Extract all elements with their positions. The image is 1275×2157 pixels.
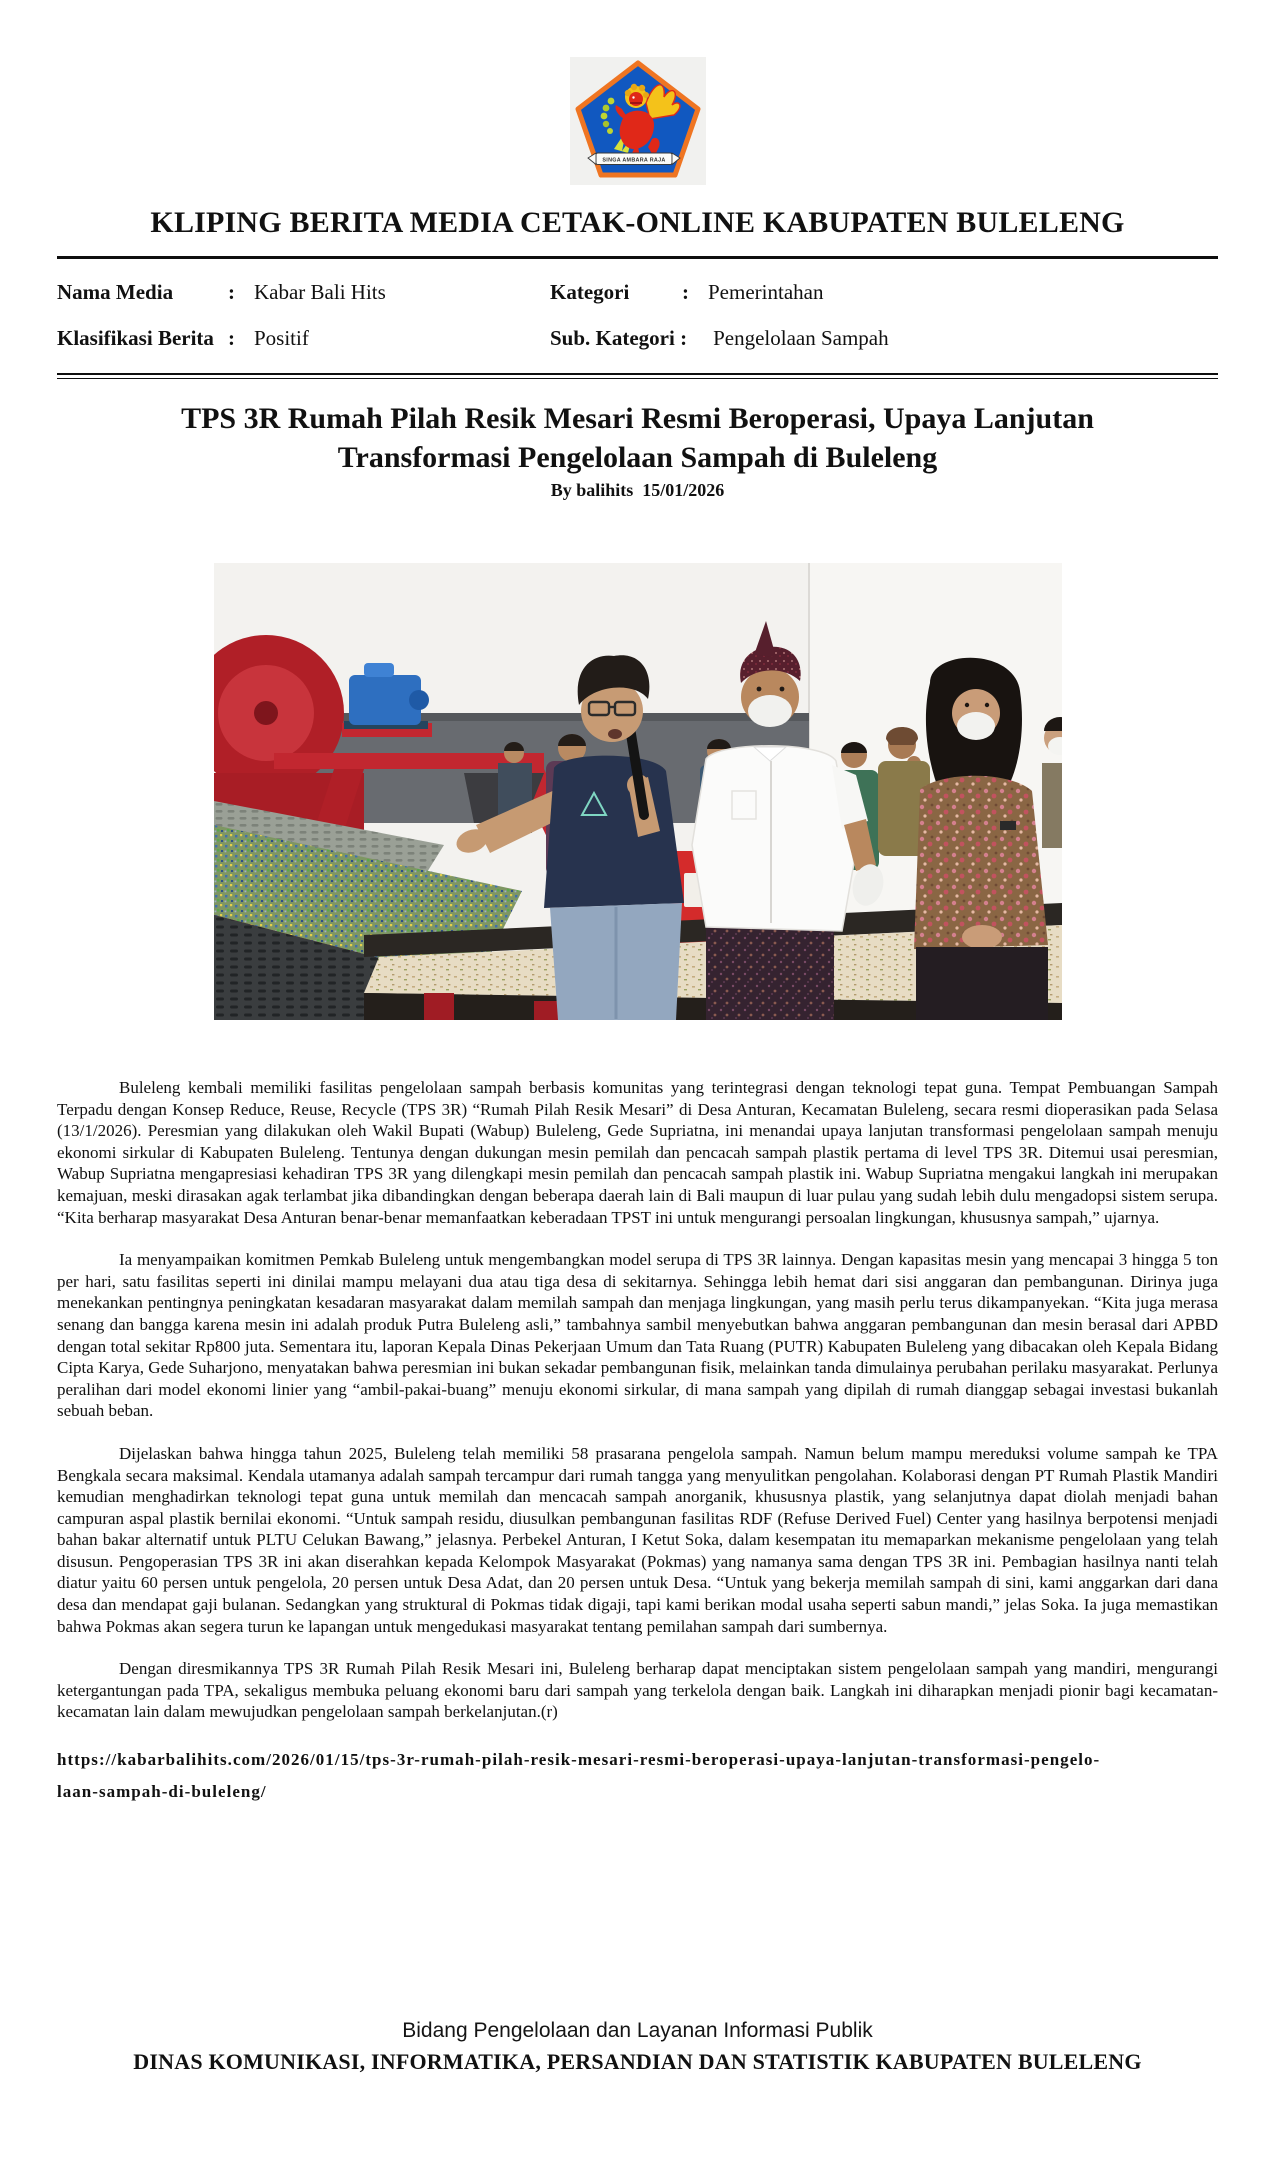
article-title-line1: TPS 3R Rumah Pilah Resik Mesari Resmi Beroperasi, Upaya Lanjutan <box>181 402 1094 435</box>
meta-label: Kategori <box>550 279 630 304</box>
source-url-line1: https://kabarbalihits.com/2026/01/15/tps-3r-rumah-pilah-resik-mesari-resmi-beroperasi-upaya-lanjutan-transformasi-pengelo- <box>57 1750 1101 1770</box>
article-paragraph-3: Dijelaskan bahwa hingga tahun 2025, Buleleng telah memiliki 58 prasarana pengelola sampah. Namun belum mampu mereduksi volume sampah ke TPA Bengkala secara maksimal. Kendala utamanya adalah sampah tercampur dari rumah tangga yang menyulitkan pengolahan. Kolaborasi dengan PT Rumah Plastik Mandiri kemudian menghadirkan teknologi tepat guna untuk memilah dan mencacah sampah anorganik, khususnya plastik, yang selanjutnya dapat diolah menjadi bahan campuran aspal plastik bernilai ekonomi. “Untuk sampah residu, diusulkan pembangunan fasilitas RDF (Refuse Derived Fuel) Center yang hasilnya berpotensi menjadi bahan bakar alternatif untuk PLTU Celukan Bawang,” jelasnya. Perbekel Anturan, I Ketut Soka, dalam kesempatan itu memaparkan mekanisme pengelolaan yang telah disusun. Pengoperasian TPS 3R ini akan diserahkan kepada Kelompok Masyarakat (Pokmas) yang namanya sama dengan TPS 3R ini. Pembagian hasilnya nanti telah diatur yaitu 60 persen untuk pengelola, 20 persen untuk Desa Adat, dan 20 persen untuk Desa. “Untuk yang bekerja memilah sampah di sini, kami anggarkan dari dana desa dan mendapat gaji bulanan. Sedangkan yang struktural di Pokmas tidak digaji, tapi kami berikan modal usaha seperti sabun mandi,” jelas Soka. Ia juga memastikan bahwa Pokmas akan segera turun ke lapangan untuk mengedukasi masyarakat tentang pemilahan sampah dari sumbernya. <box>57 1443 1218 1636</box>
article-paragraph-2: Ia menyampaikan komitmen Pemkab Buleleng untuk mengembangkan model serupa di TPS 3R lainnya. Dengan kapasitas mesin yang mencapai 3 hingga 5 ton per hari, satu fasilitas seperti ini dinilai mampu melayani dua atau tiga desa di sekitarnya. Sehingga lebih hemat dari sisi anggaran dan pembangunan. Dirinya juga menekankan pentingnya peningkatan kesadaran masyarakat dalam memilah sampah dan menjaga lingkungan, yang masih perlu terus dikampanyekan. “Kita juga merasa senang dan bangga karena mesin ini adalah produk Putra Buleleng asli,” tambahnya sambil menyebutkan bahwa anggaran pembangunan dan mesin berasal dari APBD dengan total sekitar Rp800 juta. Sementara itu, laporan Kepala Dinas Pekerjaan Umum dan Tata Ruang (PUTR) Kabupaten Buleleng yang dibacakan oleh Kepala Bidang Cipta Karya, Gede Suharjono, menyatakan bahwa peresmian ini bukan sekadar pembangunan fisik, melainkan tanda dimulainya perubahan perilaku masyarakat. Perlunya peralihan dari model ekonomi linier yang “ambil-pakai-buang” menuju ekonomi sirkular, di mana sampah yang dipilah di rumah dianggap sebagai investasi bukanlah sebuah beban. <box>57 1250 1218 1421</box>
meta-row-kategori <box>550 269 1218 315</box>
pentagon-emblem-icon <box>570 57 706 185</box>
meta-row-klasifikasi <box>57 315 550 361</box>
footer-division: Bidang Pengelolaan dan Layanan Informasi Publik <box>402 2019 873 2042</box>
meta-divider <box>57 373 1218 379</box>
meta-value: Positif <box>254 325 309 350</box>
article-title-line2: Transformasi Pengelolaan Sampah di Buleleng <box>337 441 938 474</box>
article-header <box>57 399 1218 501</box>
source-url <box>57 1744 1218 1808</box>
meta-colon: : <box>228 279 235 304</box>
meta-label: Nama Media <box>57 279 174 304</box>
meta-colon: : <box>228 325 235 350</box>
article-paragraph-1: Buleleng kembali memiliki fasilitas pengelolaan sampah berbasis komunitas yang terintegrasi dengan teknologi tepat guna. Tempat Pembuangan Sampah Terpadu dengan Konsep Reduce, Reuse, Recycle (TPS 3R) “Rumah Pilah Resik Mesari” di Desa Anturan, Kecamatan Buleleng, secara resmi dioperasikan pada Selasa (13/1/2026). Peresmian yang dilakukan oleh Wakil Bupati (Wabup) Buleleng, Gede Supriatna, ini menandai upaya lanjutan transformasi pengelolaan sampah menuju ekonomi sirkular di Kabupaten Buleleng. Tentunya dengan dukungan mesin pemilah dan pencacah sampah plastik pertama di level TPS 3R. Ditemui usai peresmian, Wabup Supriatna mengapresiasi kehadiran TPS 3R yang dilengkapi mesin pemilah dan pencacah sampah plastik ini. Wabup Supriatna mengakui langkah ini merupakan kemajuan, meski dirasakan agak terlambat jika dibandingkan dengan beberapa daerah lain di Bali maupun di luar pulau yang sudah lebih dulu mengadopsi sistem serupa. “Kita berharap masyarakat Desa Anturan benar-benar memanfaatkan keberadaan TPST ini untuk mengurangi persoalan lingkungan, khususnya sampah,” ujarnya. <box>57 1078 1218 1227</box>
logo-banner-text: SINGA AMBARA RAJA <box>601 157 666 164</box>
kliping-page <box>0 57 1275 2157</box>
article-paragraph-4: Dengan diresmikannya TPS 3R Rumah Pilah Resik Mesari ini, Buleleng berharap dapat menciptakan sistem pengelolaan sampah yang mandiri, mengurangi ketergantungan pada TPA, sekaligus membuka peluang ekonomi baru dari sampah yang terkelola dengan baik. Langkah ini diharapkan menjadi pionir bagi kecamatan-kecamatan lain dalam mewujudkan pengelolaan sampah berkelanjutan.(r) <box>57 1659 1218 1722</box>
article-byline: By balihits 15/01/2026 <box>550 480 725 500</box>
meta-value: Pengelolaan Sampah <box>713 325 889 350</box>
document-footer <box>0 2019 1275 2075</box>
meta-row-sub-kategori <box>550 315 1218 361</box>
meta-value: Pemerintahan <box>708 279 824 304</box>
meta-value: Kabar Bali Hits <box>254 279 386 304</box>
meta-label: Sub. Kategori : <box>550 325 688 350</box>
meta-colon: : <box>682 279 689 304</box>
meta-label: Klasifikasi Berita <box>57 325 214 350</box>
article-body <box>57 1077 1218 1808</box>
article-photo <box>214 563 1062 1020</box>
media-meta-table <box>57 259 1218 373</box>
document-title: KLIPING BERITA MEDIA CETAK-ONLINE KABUPATEN BULELENG <box>150 206 1125 239</box>
source-url-line2: laan-sampah-di-buleleng/ <box>57 1782 267 1802</box>
article-title <box>57 399 1218 477</box>
footer-agency: DINAS KOMUNIKASI, INFORMATIKA, PERSANDIAN DAN STATISTIK KABUPATEN BULELENG <box>133 2049 1142 2074</box>
buleleng-coat-of-arms-logo <box>570 57 706 185</box>
meta-row-nama-media <box>57 269 550 315</box>
